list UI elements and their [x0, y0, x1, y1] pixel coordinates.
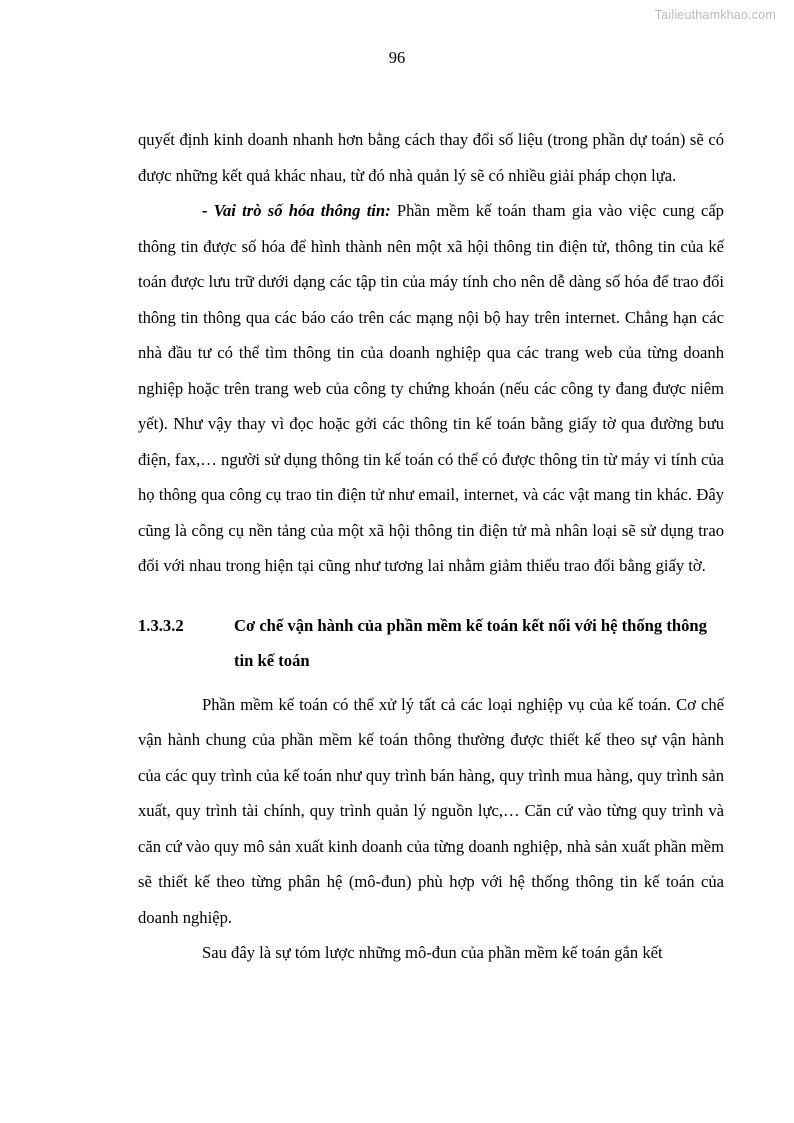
paragraph-body-text: Phần mềm kế toán tham gia vào việc cung cấp thông tin được số hóa để hình thành nên một xã hội thông tin điện tử, thông tin của kế toán được lưu trữ dưới dạng các tập tin của máy tính cho nên dễ dàng số hóa để trao đổi thông tin thông qua các báo cáo trên các mạng nội bộ hay trên internet. Chẳng hạn các nhà đầu tư có thể tìm thông tin của doanh nghiệp qua các trang web của từng doanh nghiệp hoặc trên trang web của công ty chứng khoán (nếu các công ty đang được niêm yết). Như vậy thay vì đọc hoặc gởi các thông tin kế toán bằng giấy tờ qua đường bưu điện, fax,… người sử dụng thông tin kế toán có thể có được thông tin từ máy vi tính của họ thông qua công cụ trao tin điện tử như email, internet, và các vật mang tin khác. Đây cũng là công cụ nền tảng của một xã hội thông tin điện tử mà nhân loại sẽ sử dụng trao đổi với nhau trong hiện tại cũng như tương lai nhằm giảm thiểu trao đổi bằng giấy tờ.	[138, 201, 724, 575]
page-content	[138, 122, 724, 971]
section-heading-number: 1.3.3.2	[138, 615, 184, 635]
paragraph-digitization-role	[138, 193, 724, 584]
section-heading-text: Cơ chế vận hành của phần mềm kế toán kết nối với hệ thống thông tin kế toán	[234, 615, 707, 670]
paragraph-software-mechanism: Phần mềm kế toán có thể xử lý tất cả các loại nghiệp vụ của kế toán. Cơ chế vận hành chung của phần mềm kế toán thông thường được thiết kế theo sự vận hành của các quy trình của kế toán như quy trình bán hàng, quy trình mua hàng, quy trình sản xuất, quy trình tài chính, quy trình quản lý nguồn lực,… Căn cứ vào từng quy trình và căn cứ vào quy mô sản xuất kinh doanh của từng doanh nghiệp, nhà sản xuất phần mềm sẽ thiết kế theo từng phân hệ (mô-đun) phù hợp với hệ thống thông tin kế toán của doanh nghiệp.	[138, 694, 724, 927]
paragraph-closing: Sau đây là sự tóm lược những mô-đun của phần mềm kế toán gắn kết	[202, 943, 663, 962]
paragraph-continuation: quyết định kinh doanh nhanh hơn bằng cách thay đổi số liệu (trong phần dự toán) sẽ có được những kết quả khác nhau, từ đó nhà quản lý sẽ có nhiều giải pháp chọn lựa.	[138, 130, 724, 185]
section-heading	[138, 608, 724, 679]
watermark-text: Tailieuthamkhao.com	[654, 8, 776, 22]
paragraph-lead-in: - Vai trò số hóa thông tin:	[202, 201, 391, 220]
page-number: 96	[388, 48, 406, 67]
